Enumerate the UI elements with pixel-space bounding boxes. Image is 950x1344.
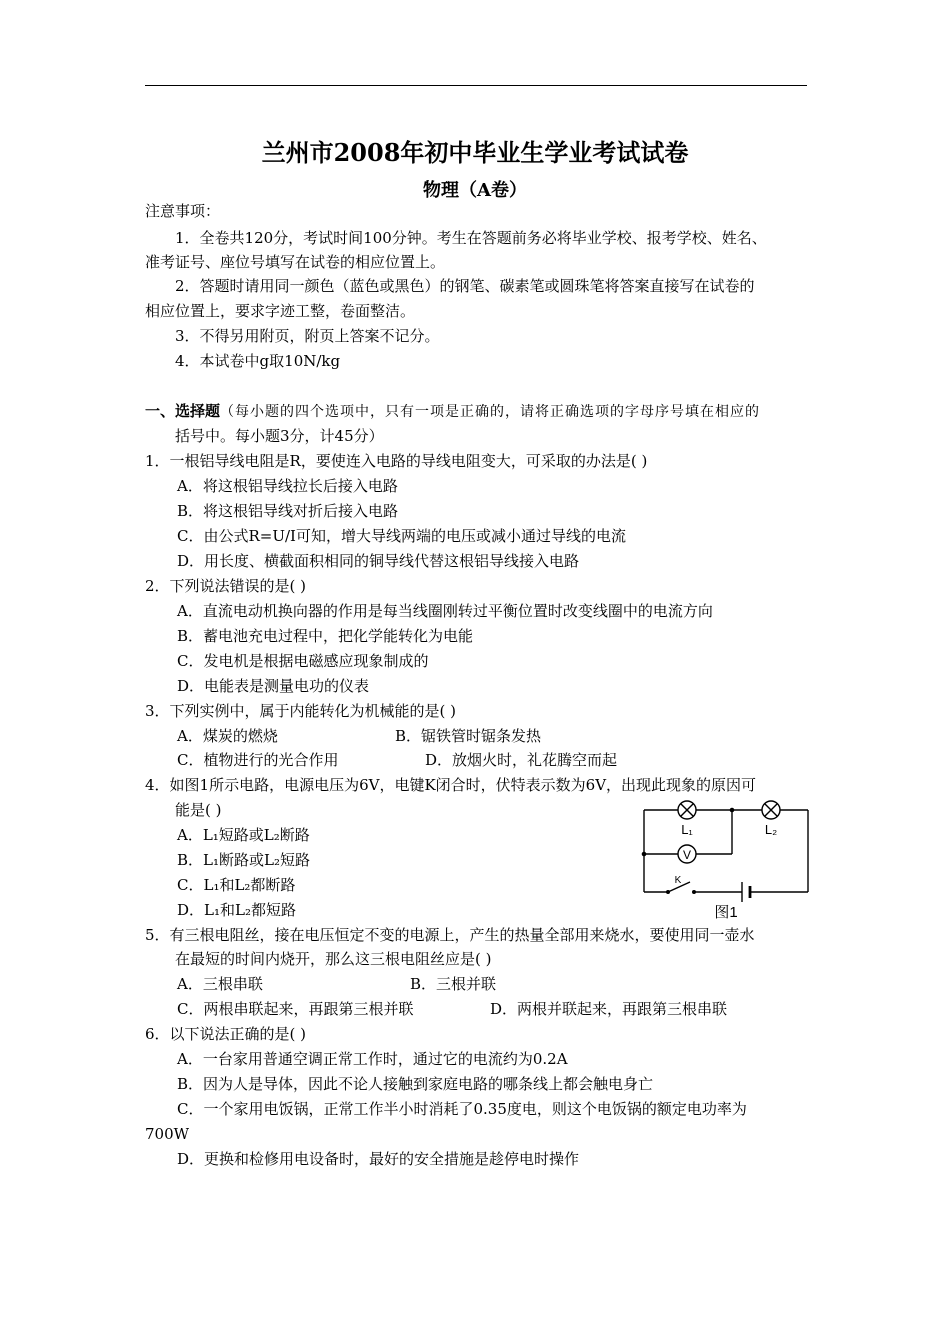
question-1-option-c: C．由公式R=U/I可知，增大导线两端的电压或减小通过导线的电流 — [177, 527, 626, 545]
question-4-stem: 4．如图1所示电路，电源电压为6V，电键K闭合时，伏特表示数为6V，出现此现象的原因可 — [145, 776, 757, 794]
question-6-stem: 6．以下说法正确的是( ) — [145, 1025, 307, 1043]
question-4-option-a: A．L₁短路或L₂断路 — [177, 826, 310, 844]
question-4-option-d: D．L₁和L₂都短路 — [177, 901, 296, 919]
question-5-option-a: A．三根串联 — [177, 975, 263, 993]
question-5-stem: 5．有三根电阻丝，接在电压恒定不变的电源上，产生的热量全部用来烧水，要使用同一壶水 — [145, 926, 755, 944]
question-4-option-c: C．L₁和L₂都断路 — [177, 876, 296, 894]
notice-item: 准考证号、座位号填写在试卷的相应位置上。 — [145, 253, 446, 271]
question-5-option-c: C．两根串联起来，再跟第三根并联 — [177, 1000, 414, 1018]
question-6-option-c: C．一个家用电饭锅，正常工作半小时消耗了0.35度电，则这个电饭锅的额定电功率为 — [177, 1100, 747, 1118]
question-5-option-d: D．两根并联起来，再跟第三根串联 — [490, 1000, 728, 1018]
question-6-option-a: A．一台家用普通空调正常工作时，通过它的电流约为0.2A — [177, 1050, 568, 1068]
question-1-option-b: B．将这根铝导线对折后接入电路 — [177, 502, 399, 520]
question-6-option-b: B．因为人是导体，因此不论人接触到家庭电路的哪条线上都会触电身亡 — [177, 1075, 654, 1093]
question-2-option-b: B．蓄电池充电过程中，把化学能转化为电能 — [177, 627, 474, 645]
question-3-option-a: A．煤炭的燃烧 — [177, 727, 278, 745]
question-6-option-c-cont: 700W — [145, 1125, 190, 1143]
section-label: 一、选择题 — [145, 402, 221, 420]
question-5-stem-cont: 在最短的时间内烧开，那么这三根电阻丝应是( ) — [175, 950, 492, 968]
notice-heading: 注意事项： — [145, 202, 221, 220]
question-2-stem: 2．下列说法错误的是( ) — [145, 577, 307, 595]
lamp-l1-icon — [678, 801, 696, 819]
battery-icon — [742, 882, 750, 902]
question-2-option-d: D．电能表是测量电功的仪表 — [177, 677, 370, 695]
question-3-option-d: D．放烟火时，礼花腾空而起 — [425, 751, 618, 769]
voltmeter-label: V — [682, 848, 692, 862]
lamp-l2-label: L₂ — [764, 822, 778, 837]
notice-item: 2．答题时请用同一颜色（蓝色或黑色）的钢笔、碳素笔或圆珠笔将答案直接写在试卷的 — [175, 277, 755, 295]
section-description-cont: 括号中。每小题3分，计45分） — [175, 427, 384, 445]
question-1-option-d: D．用长度、横截面积相同的铜导线代替这根铝导线接入电路 — [177, 552, 580, 570]
lamp-l1-label: L₁ — [681, 822, 693, 837]
exam-title: 兰州市2008年初中毕业生学业考试试卷 — [261, 138, 689, 167]
voltmeter-icon — [678, 845, 696, 863]
switch-contact — [692, 890, 696, 894]
question-4-option-b: B．L₁断路或L₂短路 — [177, 851, 310, 869]
junction-dot — [730, 808, 735, 813]
question-1-option-a: A．将这根铝导线拉长后接入电路 — [177, 477, 398, 495]
question-2-option-c: C．发电机是根据电磁感应现象制成的 — [177, 652, 429, 670]
notice-item: 4．本试卷中g取10N/kg — [175, 352, 341, 370]
question-5-option-b: B．三根并联 — [410, 975, 497, 993]
figure-caption: 图1 — [714, 904, 738, 920]
exam-subtitle: 物理（A卷） — [423, 180, 527, 201]
question-6-option-d: D．更换和检修用电设备时，最好的安全措施是趁停电时操作 — [177, 1150, 580, 1168]
question-4-stem-cont: 能是( ) — [175, 801, 222, 819]
lamp-l2-icon — [762, 801, 780, 819]
section-description: （每小题的四个选项中，只有一项是正确的，请将正确选项的字母序号填在相应的 — [220, 404, 761, 420]
question-3-stem: 3．下列实例中，属于内能转化为机械能的是( ) — [145, 702, 457, 720]
switch-label: K — [674, 875, 682, 886]
notice-item: 3．不得另用附页，附页上答案不记分。 — [175, 327, 440, 345]
question-3-option-c: C．植物进行的光合作用 — [177, 751, 339, 769]
circuit-diagram-figure-1 — [638, 796, 814, 920]
notice-item: 1．全卷共120分，考试时间100分钟。考生在答题前务必将毕业学校、报考学校、姓名、 — [175, 229, 767, 247]
notice-item: 相应位置上，要求字迹工整，卷面整洁。 — [145, 302, 416, 320]
question-3-option-b: B．锯铁管时锯条发热 — [395, 727, 542, 745]
question-2-option-a: A．直流电动机换向器的作用是每当线圈刚转过平衡位置时改变线圈中的电流方向 — [177, 602, 713, 620]
section-header — [145, 401, 760, 422]
junction-dot — [642, 852, 647, 857]
question-1-stem: 1．一根铝导线电阻是R，要使连入电路的导线电阻变大，可采取的办法是( ) — [145, 452, 648, 470]
top-rule — [145, 85, 807, 86]
switch-contact — [666, 890, 670, 894]
